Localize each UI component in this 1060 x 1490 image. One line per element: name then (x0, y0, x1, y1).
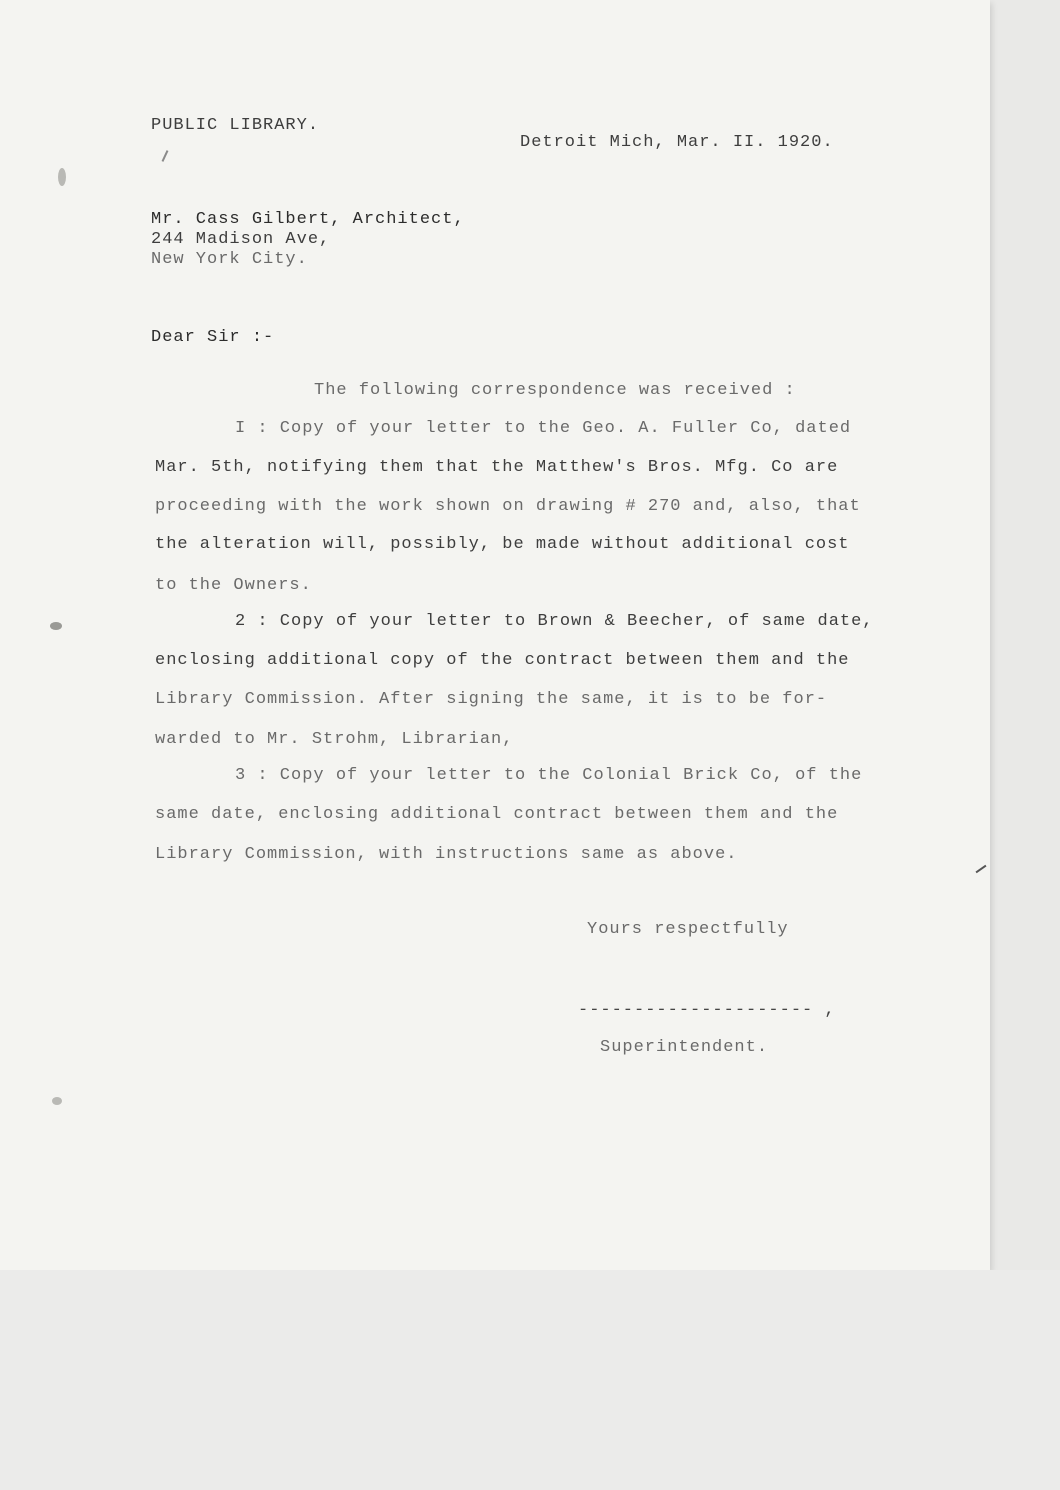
paper-blemish (50, 622, 62, 630)
closing: Yours respectfully (587, 920, 789, 939)
signature-line: --------------------- , (578, 1001, 836, 1020)
letterhead: PUBLIC LIBRARY. (151, 116, 320, 135)
body-line: 3 : Copy of your letter to the Colonial Brick Co, of the (235, 766, 863, 785)
dateline: Detroit Mich, Mar. II. 1920. (520, 133, 834, 152)
body-line: the alteration will, possibly, be made without additional cost (155, 535, 850, 554)
body-line: same date, enclosing additional contract between them and the (155, 805, 839, 824)
background-surface (0, 1270, 1060, 1490)
body-line: enclosing additional copy of the contract between them and the (155, 651, 850, 670)
body-line: Library Commission, with instructions same as above. (155, 845, 738, 864)
paper-blemish (52, 1097, 62, 1105)
recipient-line-1: Mr. Cass Gilbert, Architect, (151, 210, 465, 229)
body-line: proceeding with the work shown on drawing # 270 and, also, that (155, 497, 861, 516)
body-line: Library Commission. After signing the same, it is to be for- (155, 690, 828, 709)
paper-blemish (58, 168, 66, 186)
recipient-line-3: New York City. (151, 250, 308, 269)
salutation: Dear Sir :- (151, 328, 275, 347)
recipient-line-2: 244 Madison Ave, (151, 230, 331, 249)
body-line: warded to Mr. Strohm, Librarian, (155, 730, 514, 749)
body-line: I : Copy of your letter to the Geo. A. Fuller Co, dated (235, 419, 852, 438)
pencil-tick-mark (162, 150, 169, 162)
ink-stroke-mark (976, 865, 987, 874)
body-line: The following correspondence was received : (314, 381, 796, 400)
signature-title: Superintendent. (600, 1038, 769, 1057)
body-line: 2 : Copy of your letter to Brown & Beecher, of same date, (235, 612, 874, 631)
body-line: to the Owners. (155, 576, 312, 595)
body-line: Mar. 5th, notifying them that the Matthew's Bros. Mfg. Co are (155, 458, 839, 477)
